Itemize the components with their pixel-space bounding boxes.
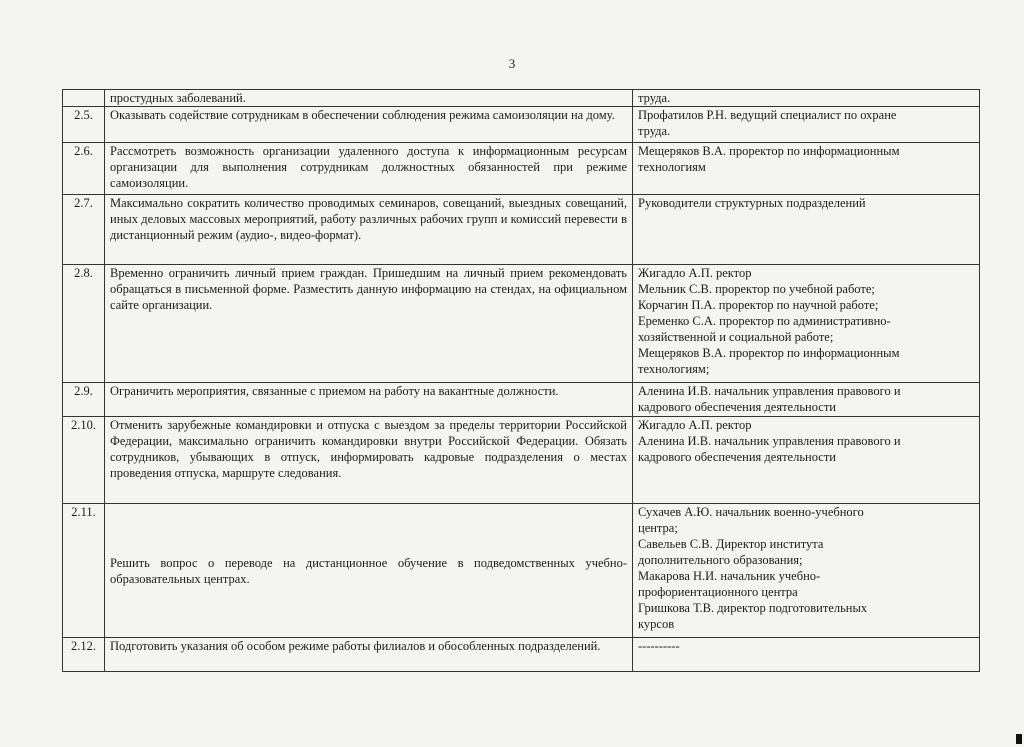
item-number: 2.5.	[63, 107, 105, 143]
measures-table	[62, 89, 980, 672]
responsible-text: ----------	[633, 638, 980, 672]
task-text: Оказывать содействие сотрудникам в обеспечении соблюдения режима самоизоляции на дому.	[105, 107, 633, 143]
table-row	[63, 143, 980, 195]
task-text: простудных заболеваний.	[105, 90, 633, 107]
table-row	[63, 383, 980, 417]
responsible-text: Жигадло А.П. ректор Аленина И.В. начальник управления правового и кадрового обеспечения деятельности	[633, 417, 980, 504]
page-number: 3	[508, 56, 516, 71]
responsible-text: Жигадло А.П. ректор Мельник С.В. проректор по учебной работе; Корчагин П.А. проректор по научной работе; Еременко С.А. проректор по административно- хозяйственной и социальной работе; Мещеряков В.А. проректор по информационным технологиям;	[633, 265, 980, 383]
item-number: 2.7.	[63, 195, 105, 265]
item-number: 2.12.	[63, 638, 105, 672]
table-row	[63, 638, 980, 672]
task-text: Решить вопрос о переводе на дистанционное обучение в подведомственных учебно-образовательных центрах.	[105, 504, 633, 638]
table-row	[63, 504, 980, 638]
item-number: 2.6.	[63, 143, 105, 195]
item-number: 2.9.	[63, 383, 105, 417]
task-text: Максимально сократить количество проводимых семинаров, совещаний, выездных совещаний, иных деловых массовых мероприятий, работу различных рабочих групп и комиссий перевести в дистанционный режим (аудио-, видео-формат).	[105, 195, 633, 265]
task-text: Рассмотреть возможность организации удаленного доступа к информационным ресурсам организации для выполнения сотрудникам должностных обязанностей при режиме самоизоляции.	[105, 143, 633, 195]
table-row	[63, 195, 980, 265]
responsible-text: Аленина И.В. начальник управления правового и кадрового обеспечения деятельности	[633, 383, 980, 417]
table-row	[63, 90, 980, 107]
table-row	[63, 107, 980, 143]
task-text: Временно ограничить личный прием граждан. Пришедшим на личный прием рекомендовать обращаться в письменной форме. Разместить данную информацию на стендах, на официальном сайте организации.	[105, 265, 633, 383]
responsible-text: Сухачев А.Ю. начальник военно-учебного центра; Савельев С.В. Директор института дополнительного образования; Макарова Н.И. начальник учебно- профориентационного центра Гришкова Т.В. директор подготовительных курсов	[633, 504, 980, 638]
responsible-text: труда.	[633, 90, 980, 107]
responsible-text: Руководители структурных подразделений	[633, 195, 980, 265]
responsible-text: Мещеряков В.А. проректор по информационным технологиям	[633, 143, 980, 195]
table-row	[63, 417, 980, 504]
task-text: Отменить зарубежные командировки и отпуска с выездом за пределы территории Российской Федерации, максимально ограничить командировки внутри Российской Федерации. Обязать сотрудников, убывающих в отпуск, информировать кадровые подразделения о местах проведения отпуска, маршруте следования.	[105, 417, 633, 504]
task-text: Подготовить указания об особом режиме работы филиалов и обособленных подразделений.	[105, 638, 633, 672]
item-number: 2.10.	[63, 417, 105, 504]
item-number: 2.8.	[63, 265, 105, 383]
responsible-text: Профатилов Р.Н. ведущий специалист по охране труда.	[633, 107, 980, 143]
table-row	[63, 265, 980, 383]
scan-edge-mark	[1016, 734, 1022, 744]
task-text: Ограничить мероприятия, связанные с приемом на работу на вакантные должности.	[105, 383, 633, 417]
item-number: 2.11.	[63, 504, 105, 638]
item-number	[63, 90, 105, 107]
